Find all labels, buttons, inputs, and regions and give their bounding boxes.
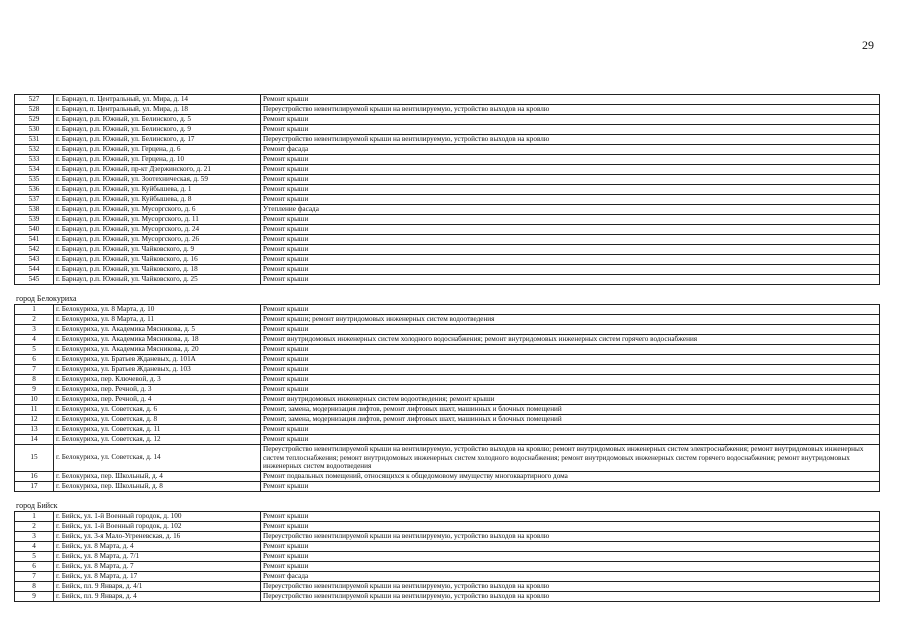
row-number: 544 (15, 265, 54, 275)
row-address: г. Барнаул, р.п. Южный, ул. Белинского, д. 9 (54, 125, 261, 135)
row-work-type: Ремонт крыши (261, 215, 880, 225)
row-number: 11 (15, 405, 54, 415)
section-table-barnaul (14, 94, 880, 285)
row-work-type: Ремонт крыши (261, 365, 880, 375)
row-number: 4 (15, 541, 54, 551)
row-work-type: Ремонт крыши (261, 541, 880, 551)
table-row (15, 445, 880, 472)
row-work-type: Ремонт крыши (261, 125, 880, 135)
row-number: 531 (15, 135, 54, 145)
row-work-type: Переустройство невентилируемой крыши на вентилируемую, устройство выходов на кровлю (261, 135, 880, 145)
row-work-type: Ремонт крыши (261, 345, 880, 355)
row-work-type: Ремонт фасада (261, 145, 880, 155)
row-address: г. Белокуриха, пер. Ключевой, д. 3 (54, 375, 261, 385)
row-number: 7 (15, 365, 54, 375)
row-number: 535 (15, 175, 54, 185)
row-address: г. Белокуриха, ул. Советская, д. 12 (54, 435, 261, 445)
row-number: 2 (15, 521, 54, 531)
row-number: 541 (15, 235, 54, 245)
row-address: г. Белокуриха, ул. Советская, д. 11 (54, 425, 261, 435)
row-number: 8 (15, 375, 54, 385)
row-work-type: Переустройство невентилируемой крыши на вентилируемую, устройство выходов на кровлю (261, 105, 880, 115)
row-address: г. Белокуриха, ул. Академика Мясникова, д. 20 (54, 345, 261, 355)
row-work-type: Переустройство невентилируемой крыши на вентилируемую, устройство выходов на кровлю (261, 591, 880, 601)
section-table-belokurikha (14, 304, 880, 492)
row-number: 536 (15, 185, 54, 195)
row-address: г. Бийск, ул. 8 Марта, д. 7 (54, 561, 261, 571)
row-work-type: Ремонт крыши (261, 235, 880, 245)
row-number: 540 (15, 225, 54, 235)
table-row (15, 225, 880, 235)
row-address: г. Барнаул, р.п. Южный, ул. Чайковского, д. 18 (54, 265, 261, 275)
row-number: 8 (15, 581, 54, 591)
table-row (15, 561, 880, 571)
table-row (15, 265, 880, 275)
row-number: 532 (15, 145, 54, 155)
row-work-type: Ремонт крыши (261, 355, 880, 365)
table-row (15, 245, 880, 255)
table-row (15, 365, 880, 375)
row-work-type: Переустройство невентилируемой крыши на вентилируемую, устройство выходов на кровлю (261, 581, 880, 591)
table-row (15, 125, 880, 135)
row-work-type: Переустройство невентилируемой крыши на вентилируемую, устройство выходов на кровлю; ремонт внутридомовых инженерных систем электроснабжения; ремонт внутридомовых инженерных систем теплоснабжения; ремонт внутридомовых инженерных систем холодного водоснабжения; ремонт внутридомовых инженерных систем горячего водоснабжения; ремонт внутридомовых инженерных систем водоотведения (261, 445, 880, 472)
row-address: г. Белокуриха, ул. 8 Марта, д. 10 (54, 305, 261, 315)
table-row (15, 155, 880, 165)
table-row (15, 135, 880, 145)
register-sheet (14, 94, 880, 602)
row-address: г. Барнаул, р.п. Южный, ул. Герцена, д. 6 (54, 145, 261, 155)
table-row (15, 435, 880, 445)
row-address: г. Барнаул, п. Центральный, ул. Мира, д. 14 (54, 95, 261, 105)
table-row (15, 145, 880, 155)
table-row (15, 355, 880, 365)
table-row (15, 105, 880, 115)
table-row (15, 95, 880, 105)
table-row (15, 521, 880, 531)
row-address: г. Барнаул, п. Центральный, ул. Мира, д. 18 (54, 105, 261, 115)
row-number: 528 (15, 105, 54, 115)
row-work-type: Ремонт крыши (261, 385, 880, 395)
row-address: г. Бийск, ул. 8 Марта, д. 4 (54, 541, 261, 551)
section-heading-biysk: город Бийск (16, 500, 58, 510)
row-number: 527 (15, 95, 54, 105)
row-work-type: Ремонт крыши (261, 115, 880, 125)
table-row (15, 531, 880, 541)
table-row (15, 395, 880, 405)
row-work-type: Ремонт крыши (261, 511, 880, 521)
row-work-type: Ремонт подвальных помещений, относящихся к общедомовому имуществу многоквартирного дома (261, 471, 880, 481)
row-address: г. Барнаул, р.п. Южный, ул. Чайковского, д. 9 (54, 245, 261, 255)
row-address: г. Барнаул, р.п. Южный, ул. Мусоргского, д. 26 (54, 235, 261, 245)
row-address: г. Барнаул, р.п. Южный, ул. Мусоргского, д. 11 (54, 215, 261, 225)
row-work-type: Ремонт крыши (261, 435, 880, 445)
row-work-type: Ремонт внутридомовых инженерных систем холодного водоснабжения; ремонт внутридомовых инженерных систем горячего водоснабжения (261, 335, 880, 345)
row-number: 545 (15, 275, 54, 285)
row-address: г. Барнаул, р.п. Южный, пр-кт Дзержинского, д. 21 (54, 165, 261, 175)
row-address: г. Бийск, пл. 9 Января, д. 4 (54, 591, 261, 601)
row-work-type: Ремонт крыши (261, 275, 880, 285)
row-work-type: Ремонт крыши (261, 375, 880, 385)
row-address: г. Барнаул, р.п. Южный, ул. Куйбышева, д. 8 (54, 195, 261, 205)
table-row (15, 165, 880, 175)
row-number: 7 (15, 571, 54, 581)
row-number: 16 (15, 471, 54, 481)
table-row (15, 215, 880, 225)
row-work-type: Ремонт крыши (261, 305, 880, 315)
row-address: г. Бийск, пл. 9 Января, д. 4/1 (54, 581, 261, 591)
row-address: г. Барнаул, р.п. Южный, ул. Белинского, д. 17 (54, 135, 261, 145)
row-number: 542 (15, 245, 54, 255)
row-work-type: Ремонт крыши (261, 255, 880, 265)
row-work-type: Ремонт, замена, модернизация лифтов, ремонт лифтовых шахт, машинных и блочных помещений (261, 405, 880, 415)
table-row (15, 551, 880, 561)
row-address: г. Барнаул, р.п. Южный, ул. Зоотехническая, д. 59 (54, 175, 261, 185)
table-row (15, 471, 880, 481)
row-work-type: Ремонт крыши (261, 175, 880, 185)
table-row (15, 385, 880, 395)
row-work-type: Ремонт крыши (261, 265, 880, 275)
row-work-type: Ремонт крыши (261, 155, 880, 165)
table-row (15, 425, 880, 435)
table-row (15, 405, 880, 415)
row-work-type: Ремонт крыши; ремонт внутридомовых инженерных систем водоотведения (261, 315, 880, 325)
row-number: 3 (15, 325, 54, 335)
row-address: г. Барнаул, р.п. Южный, ул. Чайковского, д. 16 (54, 255, 261, 265)
row-address: г. Белокуриха, ул. Братьев Жданевых, д. 101А (54, 355, 261, 365)
row-address: г. Бийск, ул. 1-й Военный городок, д. 100 (54, 511, 261, 521)
row-number: 4 (15, 335, 54, 345)
table-row (15, 375, 880, 385)
table-row (15, 571, 880, 581)
row-address: г. Барнаул, р.п. Южный, ул. Белинского, д. 5 (54, 115, 261, 125)
row-address: г. Барнаул, р.п. Южный, ул. Мусоргского, д. 24 (54, 225, 261, 235)
row-address: г. Белокуриха, ул. Братьев Жданевых, д. 103 (54, 365, 261, 375)
table-row (15, 305, 880, 315)
row-address: г. Бийск, ул. 8 Марта, д. 7/1 (54, 551, 261, 561)
row-address: г. Белокуриха, ул. Советская, д. 14 (54, 445, 261, 472)
row-address: г. Белокуриха, пер. Школьный, д. 4 (54, 471, 261, 481)
table-row (15, 335, 880, 345)
table-row (15, 345, 880, 355)
row-address: г. Белокуриха, ул. Академика Мясникова, д. 18 (54, 335, 261, 345)
row-address: г. Барнаул, р.п. Южный, ул. Куйбышева, д. 1 (54, 185, 261, 195)
row-work-type: Ремонт крыши (261, 195, 880, 205)
row-address: г. Белокуриха, ул. 8 Марта, д. 11 (54, 315, 261, 325)
table-row (15, 185, 880, 195)
row-work-type: Ремонт крыши (261, 165, 880, 175)
page-number: 29 (862, 38, 874, 52)
table-row (15, 255, 880, 265)
row-number: 1 (15, 511, 54, 521)
row-address: г. Бийск, ул. 3-я Мало-Угреневская, д. 16 (54, 531, 261, 541)
row-number: 2 (15, 315, 54, 325)
row-work-type: Ремонт крыши (261, 225, 880, 235)
row-work-type: Ремонт крыши (261, 185, 880, 195)
row-address: г. Барнаул, р.п. Южный, ул. Чайковского, д. 25 (54, 275, 261, 285)
row-work-type: Ремонт крыши (261, 425, 880, 435)
row-address: г. Барнаул, р.п. Южный, ул. Герцена, д. 10 (54, 155, 261, 165)
row-number: 539 (15, 215, 54, 225)
table-row (15, 581, 880, 591)
row-work-type: Переустройство невентилируемой крыши на вентилируемую, устройство выходов на кровлю (261, 531, 880, 541)
row-number: 533 (15, 155, 54, 165)
row-number: 534 (15, 165, 54, 175)
row-work-type: Ремонт крыши (261, 551, 880, 561)
row-work-type: Ремонт крыши (261, 325, 880, 335)
table-row (15, 195, 880, 205)
table-row (15, 541, 880, 551)
row-number: 6 (15, 561, 54, 571)
row-address: г. Белокуриха, пер. Речной, д. 3 (54, 385, 261, 395)
row-work-type: Ремонт крыши (261, 95, 880, 105)
row-address: г. Барнаул, р.п. Южный, ул. Мусоргского, д. 6 (54, 205, 261, 215)
row-address: г. Белокуриха, пер. Школьный, д. 8 (54, 481, 261, 491)
row-number: 1 (15, 305, 54, 315)
row-number: 10 (15, 395, 54, 405)
row-number: 529 (15, 115, 54, 125)
row-work-type: Ремонт внутридомовых инженерных систем водоотведения; ремонт крыши (261, 395, 880, 405)
row-number: 15 (15, 445, 54, 472)
row-number: 12 (15, 415, 54, 425)
table-row (15, 481, 880, 491)
row-number: 17 (15, 481, 54, 491)
row-number: 13 (15, 425, 54, 435)
row-number: 6 (15, 355, 54, 365)
table-row (15, 325, 880, 335)
row-number: 530 (15, 125, 54, 135)
row-number: 14 (15, 435, 54, 445)
row-work-type: Ремонт крыши (261, 481, 880, 491)
table-row (15, 275, 880, 285)
row-work-type: Ремонт фасада (261, 571, 880, 581)
row-work-type: Ремонт, замена, модернизация лифтов, ремонт лифтовых шахт, машинных и блочных помещений (261, 415, 880, 425)
row-address: г. Белокуриха, ул. Советская, д. 6 (54, 405, 261, 415)
section-heading-belokurikha: город Белокуриха (16, 294, 77, 303)
row-work-type: Утепление фасада (261, 205, 880, 215)
row-number: 5 (15, 345, 54, 355)
table-row (15, 591, 880, 601)
row-address: г. Белокуриха, ул. Академика Мясникова, д. 5 (54, 325, 261, 335)
row-number: 538 (15, 205, 54, 215)
row-address: г. Белокуриха, пер. Речной, д. 4 (54, 395, 261, 405)
row-number: 9 (15, 591, 54, 601)
table-row (15, 511, 880, 521)
row-number: 9 (15, 385, 54, 395)
table-row (15, 175, 880, 185)
row-number: 3 (15, 531, 54, 541)
row-number: 5 (15, 551, 54, 561)
table-row (15, 115, 880, 125)
row-number: 537 (15, 195, 54, 205)
row-address: г. Белокуриха, ул. Советская, д. 8 (54, 415, 261, 425)
row-work-type: Ремонт крыши (261, 561, 880, 571)
row-work-type: Ремонт крыши (261, 521, 880, 531)
row-number: 543 (15, 255, 54, 265)
row-work-type: Ремонт крыши (261, 245, 880, 255)
table-row (15, 315, 880, 325)
table-row (15, 415, 880, 425)
row-address: г. Бийск, ул. 1-й Военный городок, д. 102 (54, 521, 261, 531)
table-row (15, 235, 880, 245)
section-table-biysk (14, 511, 880, 602)
table-row (15, 205, 880, 215)
row-address: г. Бийск, ул. 8 Марта, д. 17 (54, 571, 261, 581)
